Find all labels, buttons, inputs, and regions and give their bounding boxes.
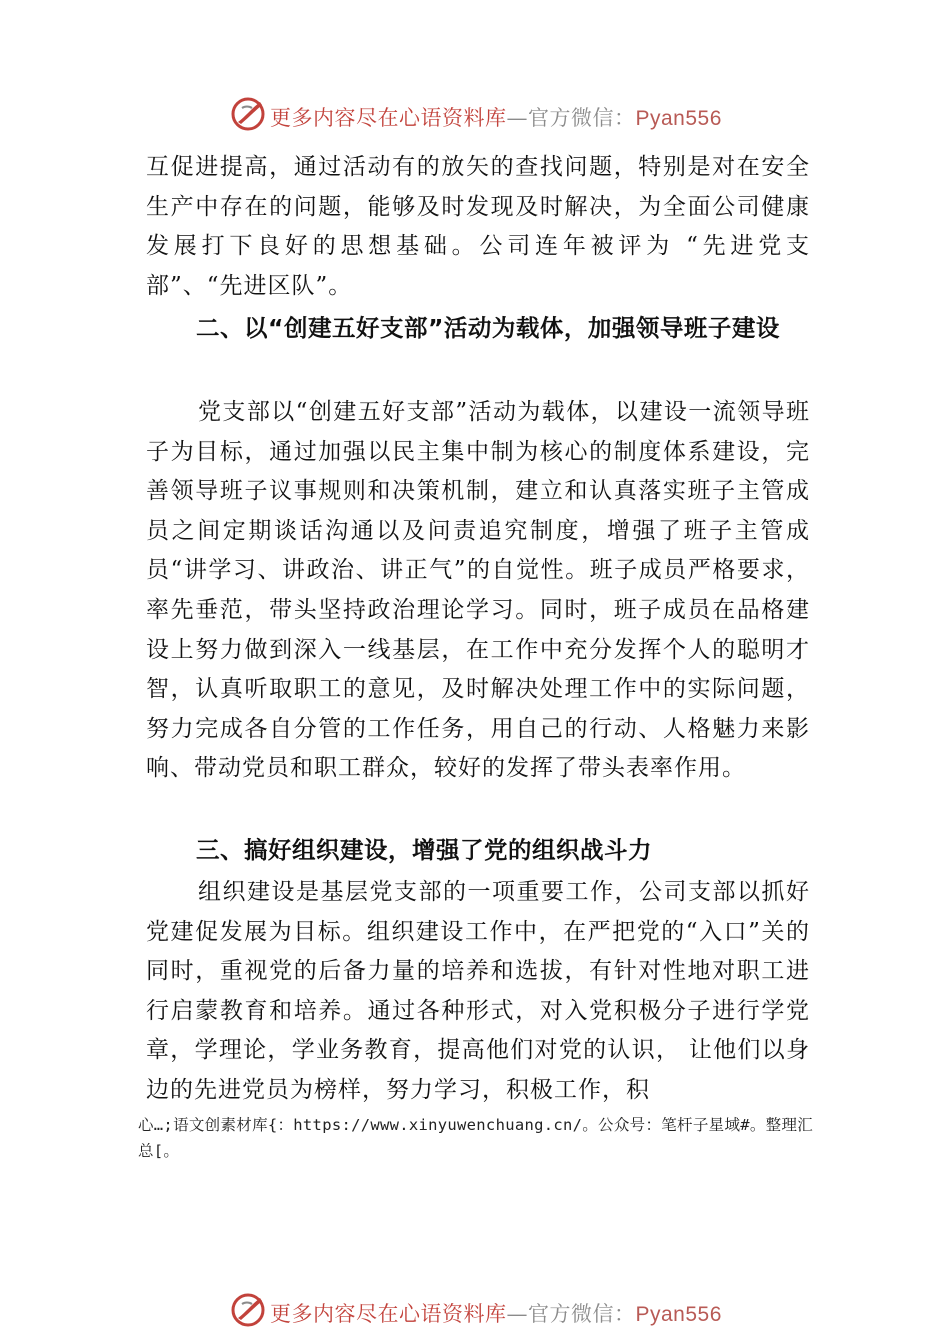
banner-dash: — [506,106,528,130]
banner-title: 更多内容尽在心语资料库 [270,1302,507,1326]
banner-wechat-id: Pyan556 [635,1303,722,1326]
banner-wechat-label: 官方微信： [528,106,636,130]
paragraph-3: 组织建设是基层党支部的一项重要工作，公司支部以抓好党建促发展为目标。组织建设工作中，在严把党的“入口”关的同时，重视党的后备力量的培养和选拔，有针对性地对职工进行启蒙教育和培养。通过各种形式，对入党积极分子进行学党章，学理论，学业务教育，提高他们对党的认识， 让他们以身边的先进党员为榜样，努力学习，积极工作，积 [146,879,810,1103]
banner-wechat-id: Pyan556 [635,107,722,130]
paragraph-1: 互促进提高，通过活动有的放矢的查找问题，特别是对在安全生产中存在的问题，能够及时发现及时解决，为全面公司健康发展打下良好的思想基础。公司连年被评为 “先进党支部”、“先进区队”。 [146,154,810,299]
paragraph-2: 党支部以“创建五好支部”活动为载体，以建设一流领导班子为目标，通过加强以民主集中制为核心的制度体系建设，完善领导班子议事规则和决策机制，建立和认真落实班子主管成员之间定期谈话沟通以及问责追究制度，增强了班子主管成员“讲学习、讲政治、讲正气”的自觉性。班子成员严格要求，率先垂范，带头坚持政治理论学习。同时，班子成员在品格建设上努力做到深入一线基层，在工作中充分发挥个人的聪明才智，认真听取职工的意见，及时解决处理工作中的实际问题，努力完成各自分管的工作任务，用自己的行动、人格魅力来影响、带动党员和职工群众，较好的发挥了带头表率作用。 [146,399,810,782]
footer-banner [0,1288,950,1332]
header-banner [0,92,950,136]
logo-icon [230,1292,266,1328]
banner-dash: — [506,1302,528,1326]
logo-icon [230,96,266,132]
banner-title: 更多内容尽在心语资料库 [270,106,507,130]
heading-3: 三、搞好组织建设，增强了党的组织战斗力 [196,836,652,864]
banner-wechat-label: 官方微信： [528,1302,636,1326]
footnote: 心…;语文创素材库{：https://www.xinyuwenchuang.cn/。公众号：笔杆子星域#。整理汇总[。 [138,1116,814,1160]
heading-2: 二、以“创建五好支部”活动为载体，加强领导班子建设 [196,314,780,342]
